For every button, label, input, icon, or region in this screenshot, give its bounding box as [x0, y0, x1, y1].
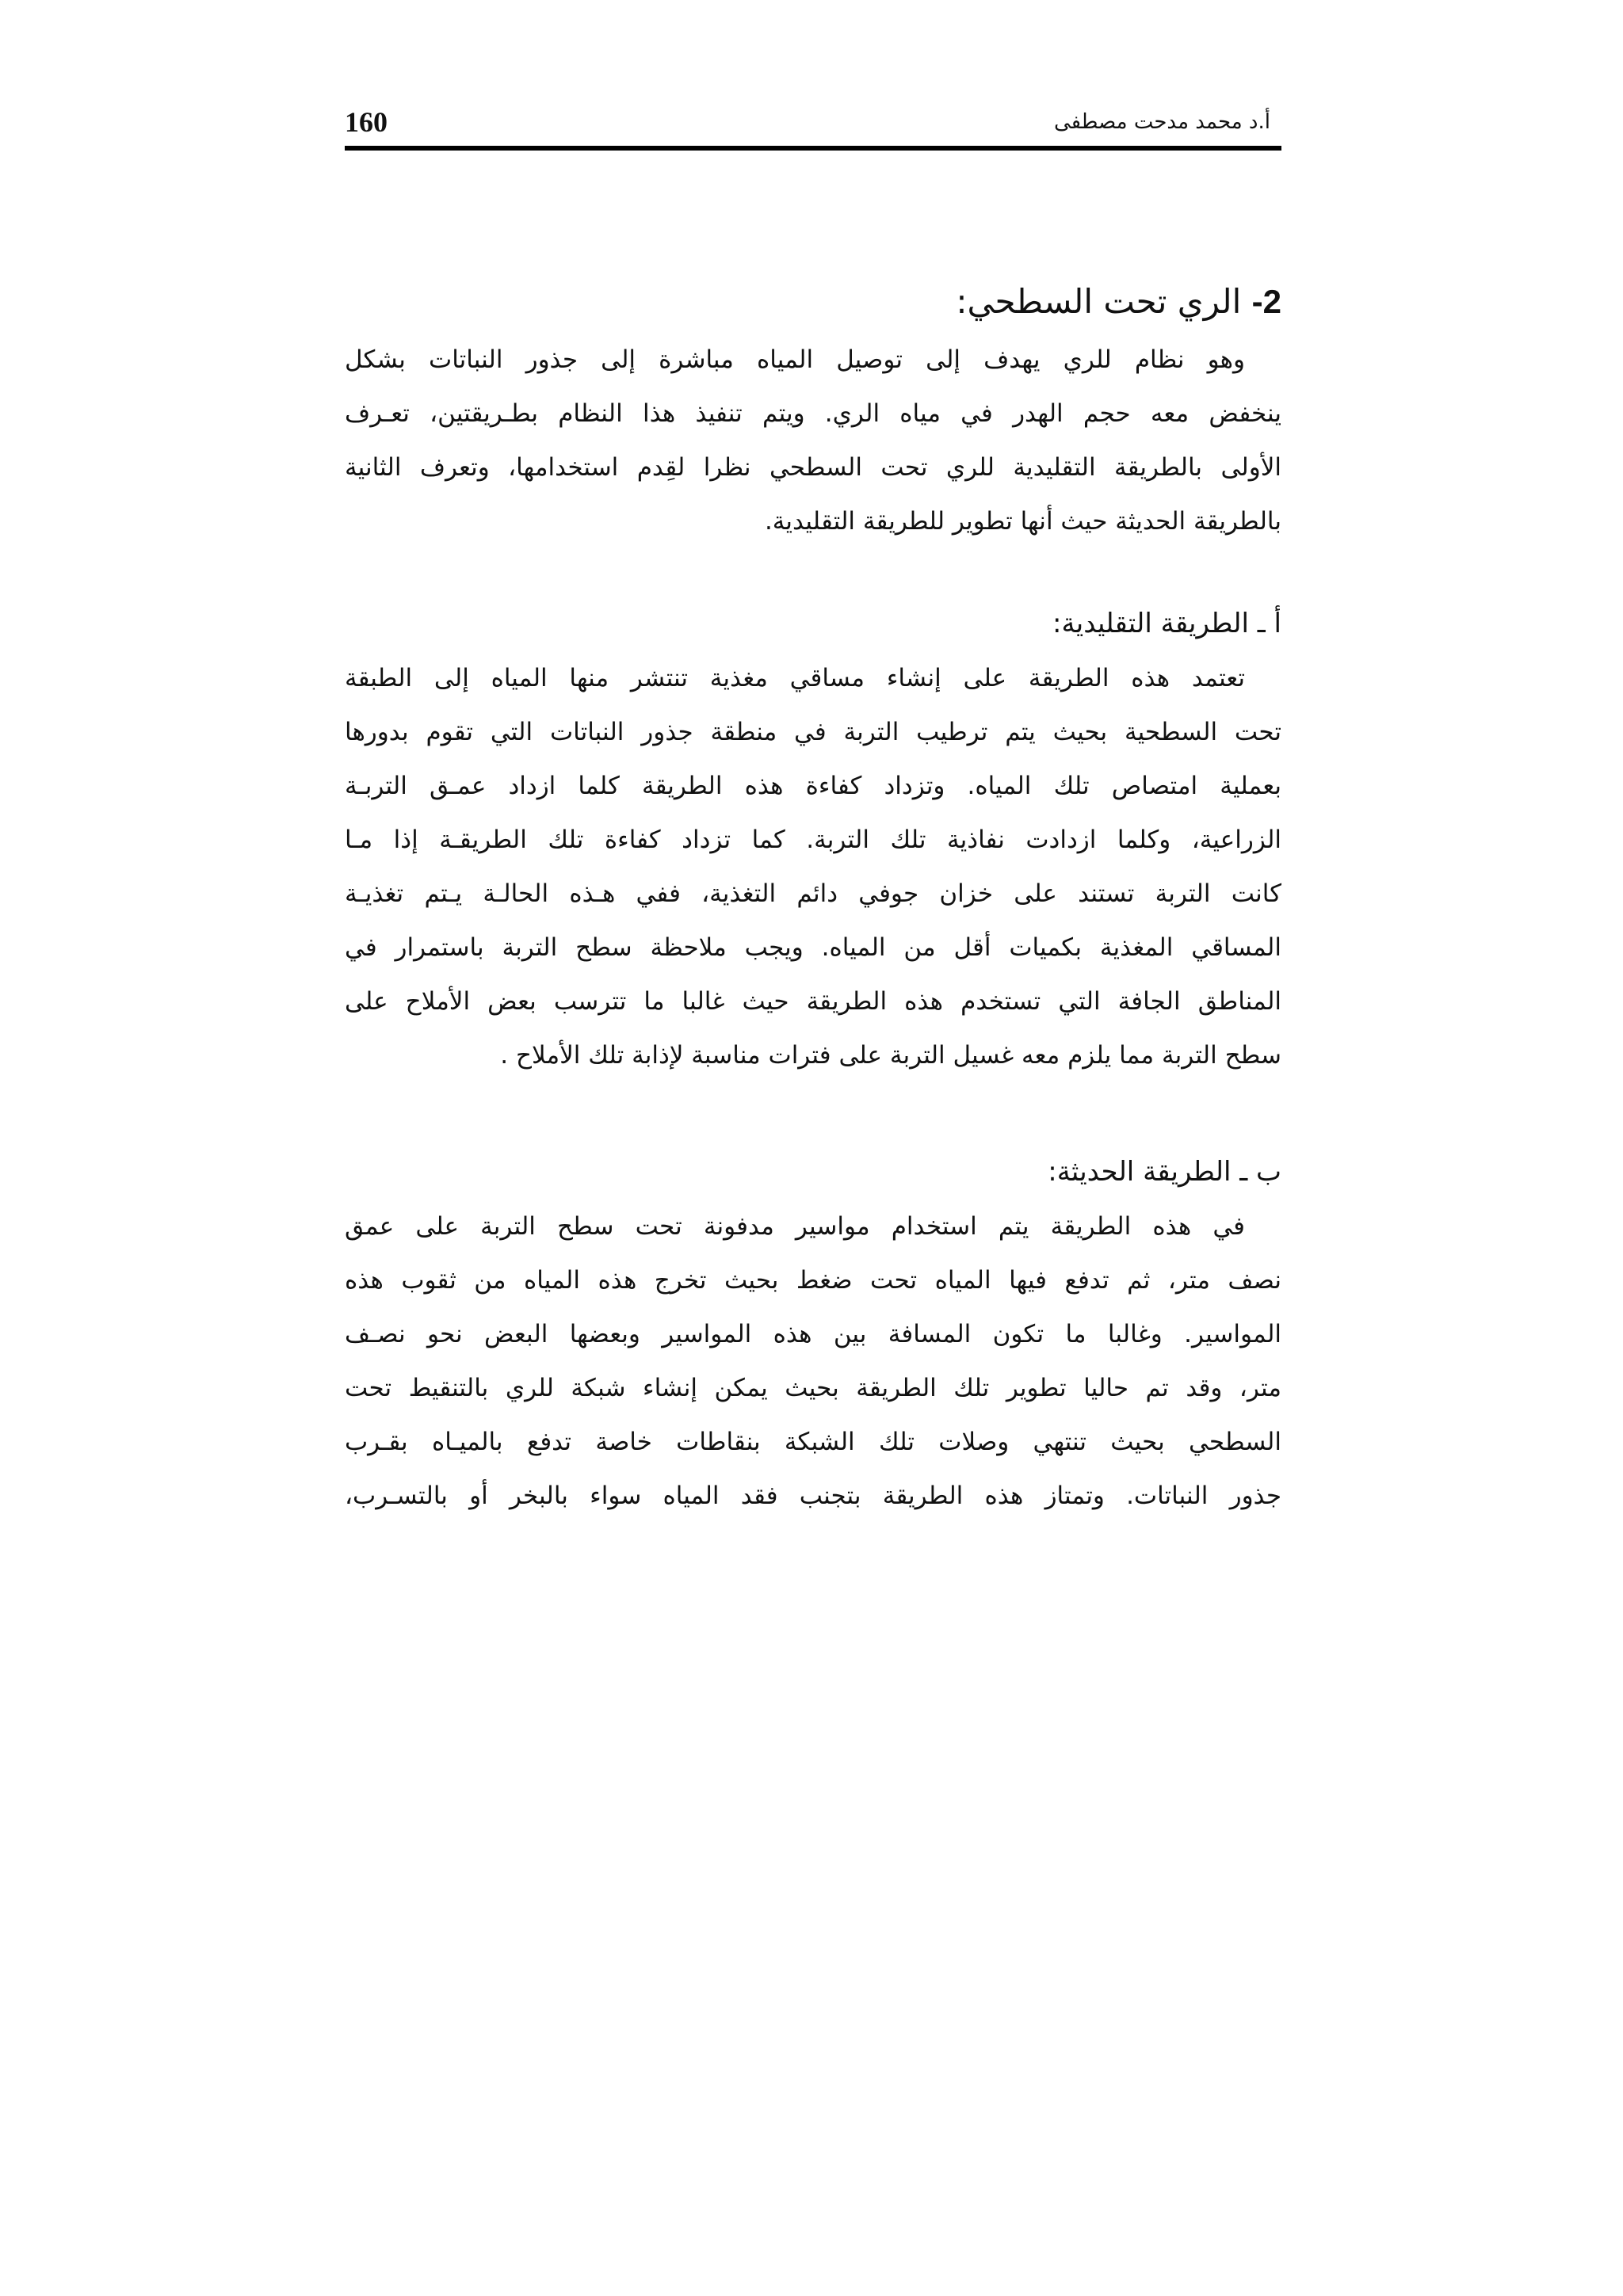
subheading-modern-method: ب ـ الطريقة الحديثة: [1048, 1156, 1281, 1188]
intro-paragraph [345, 333, 1281, 548]
page-body [345, 238, 1281, 1523]
paragraph-line: في هذه الطريقة يتم استخدام مواسير مدفونة تحت سطح التربة على عمق [345, 1212, 1245, 1241]
paragraph-line: جذور النباتات. وتمتاز هذه الطريقة بتجنب فقد المياه سواء بالبخر أو بالتسـرب، [345, 1482, 1281, 1510]
paragraph-line: الزراعية، وكلما ازدادت نفاذية تلك التربة. كما تزداد كفاءة تلك الطريقـة إذا مـا [345, 826, 1281, 854]
paragraph-line: بالطريقة الحديثة حيث أنها تطوير للطريقة التقليدية. [764, 507, 1281, 536]
section-title: الري تحت السطحي: [956, 282, 1242, 321]
paragraph-line: كانت التربة تستند على خزان جوفي دائم التغذية، ففي هـذه الحالـة يـتم تغذيـة [345, 879, 1281, 908]
paragraph-line: المواسير. وغالبا ما تكون المسافة بين هذه المواسير وبعضها البعض نحو نصـف [345, 1320, 1281, 1348]
running-head-author: أ.د محمد مدحت مصطفى [1053, 110, 1270, 134]
section-heading [345, 271, 1281, 333]
page-header [345, 100, 1281, 152]
section-number: 2- [1251, 283, 1281, 320]
paragraph-line: سطح التربة مما يلزم معه غسيل التربة على فترات مناسبة لإذابة تلك الأملاح . [500, 1041, 1281, 1070]
paragraph-line: متر، وقد تم حاليا تطوير تلك الطريقة بحيث يمكن إنشاء شبكة للري بالتنقيط تحت [345, 1374, 1281, 1402]
paragraph-line: ينخفض معه حجم الهدر في مياه الري. ويتم تنفيذ هذا النظام بطـريقتين، تعـرف [345, 399, 1281, 428]
page-number: 160 [345, 106, 388, 138]
paragraph-line: بعملية امتصاص تلك المياه. وتزداد كفاءة هذه الطريقة كلما ازداد عمـق التربـة [345, 772, 1281, 800]
traditional-paragraph [345, 651, 1281, 1082]
paragraph-line: وهو نظام للري يهدف إلى توصيل المياه مباشرة إلى جذور النباتات بشكل [345, 345, 1245, 374]
paragraph-line: السطحي بحيث تنتهي وصلات تلك الشبكة بنقاطات خاصة تدفع بالميـاه بقـرب [345, 1428, 1281, 1456]
subheading-traditional-method: أ ـ الطريقة التقليدية: [1052, 608, 1281, 639]
paragraph-line: نصف متر، ثم تدفع فيها المياه تحت ضغط بحيث تخرج هذه المياه من ثقوب هذه [345, 1266, 1281, 1295]
paragraph-line: تحت السطحية بحيث يتم ترطيب التربة في منطقة جذور النباتات التي تقوم بدورها [345, 718, 1281, 746]
paragraph-line: تعتمد هذه الطريقة على إنشاء مساقي مغذية تنتشر منها المياه إلى الطبقة [345, 664, 1245, 692]
header-rule [345, 146, 1281, 151]
modern-paragraph [345, 1199, 1281, 1523]
paragraph-line: المساقي المغذية بكميات أقل من المياه. ويجب ملاحظة سطح التربة باستمرار في [345, 933, 1281, 962]
paragraph-line: المناطق الجافة التي تستخدم هذه الطريقة حيث غالبا ما تترسب بعض الأملاح على [345, 987, 1281, 1016]
paragraph-line: الأولى بالطريقة التقليدية للري تحت السطحي نظرا لقِدم استخدامها، وتعرف الثانية [345, 453, 1281, 482]
